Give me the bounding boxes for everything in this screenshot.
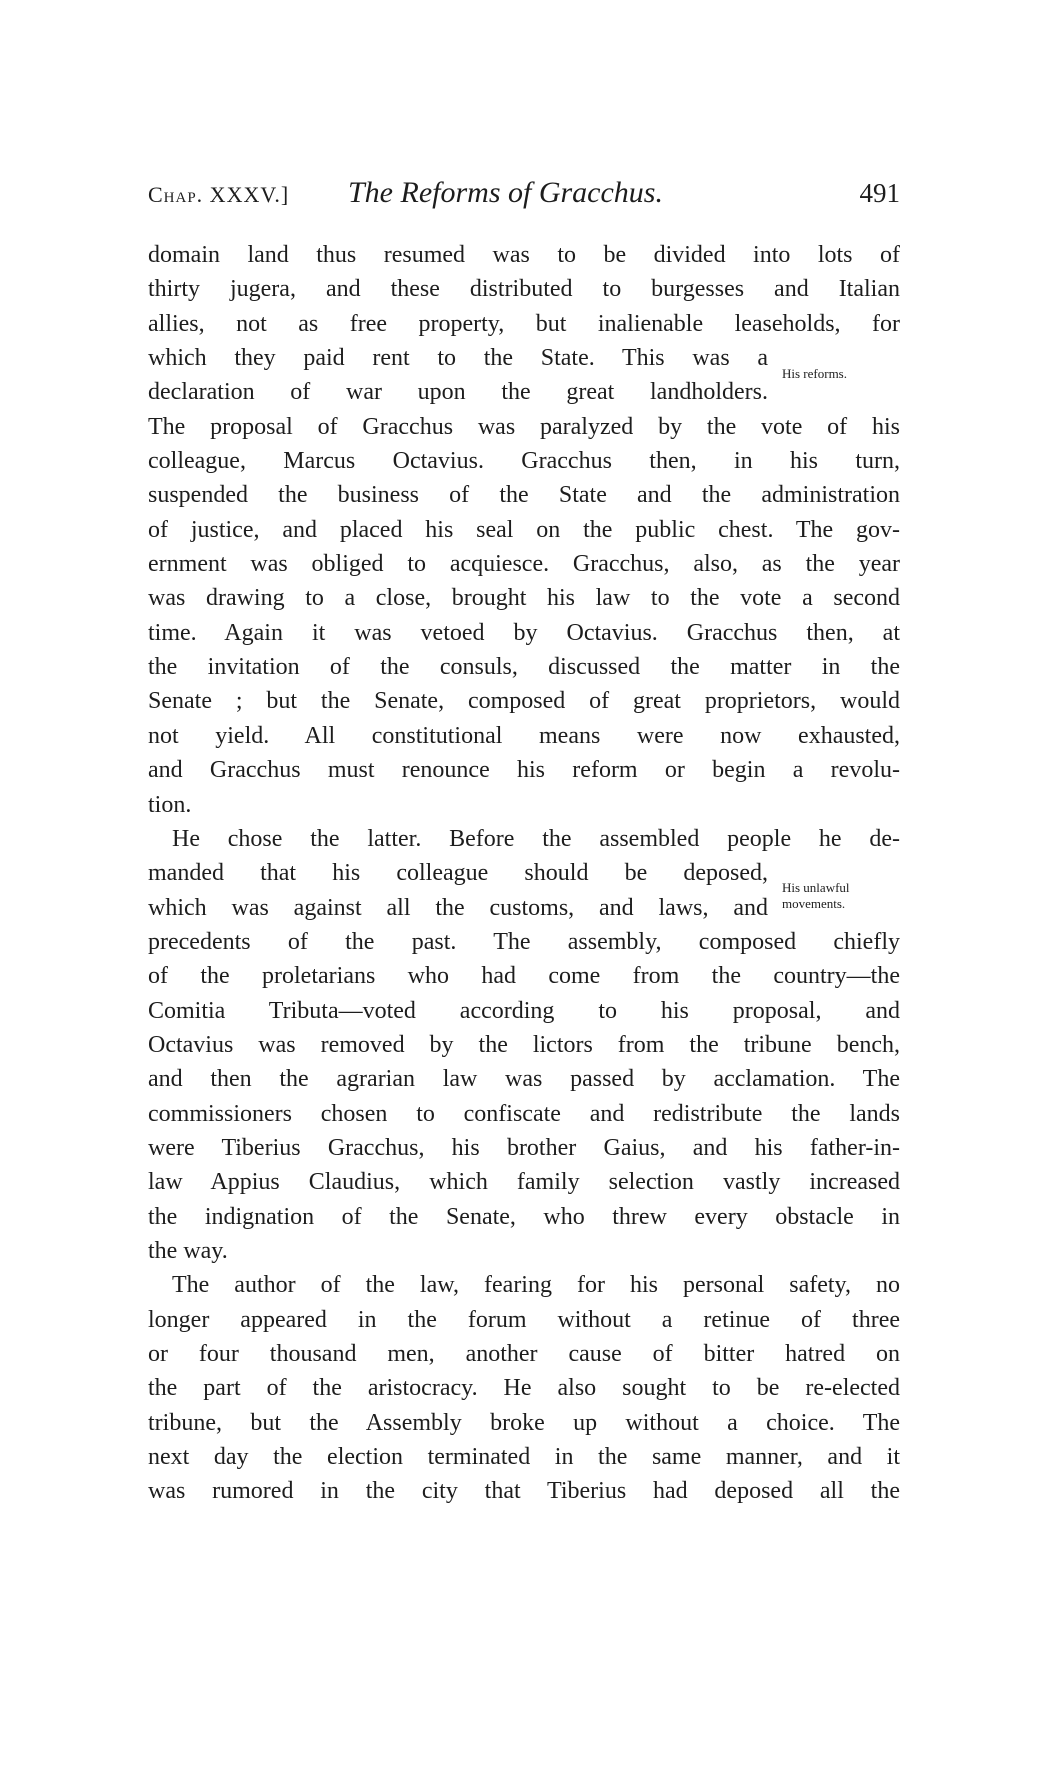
text-line: next day the election terminated in the same manner, and it (148, 1444, 900, 1471)
text-line: the part of the aristocracy. He also sought to be re-elected (148, 1375, 900, 1402)
text-line: suspended the business of the State and the administration (148, 482, 900, 509)
text-line: thirty jugera, and these distributed to burgesses and Italian (148, 276, 900, 303)
text-line: time. Again it was vetoed by Octavius. Gracchus then, at (148, 619, 900, 646)
running-head (148, 176, 900, 216)
text-line: tion. (148, 791, 192, 818)
text-line: the invitation of the consuls, discussed the matter in the (148, 654, 900, 681)
text-line: The proposal of Gracchus was paralyzed by the vote of his (148, 413, 900, 440)
text-line: commissioners chosen to confiscate and redistribute the lands (148, 1100, 900, 1127)
text-line: was rumored in the city that Tiberius had deposed all the (148, 1478, 900, 1505)
text-line: manded that his colleague should be deposed, (148, 860, 768, 887)
text-line: was drawing to a close, brought his law to the vote a second (148, 585, 900, 612)
text-line: allies, not as free property, but inalienable leaseholds, for (148, 310, 900, 337)
paragraph-2 (148, 822, 900, 1268)
paragraph-1 (148, 238, 900, 822)
sidenote-reforms: His reforms. (782, 366, 847, 381)
running-title: The Reforms of Gracchus. (348, 176, 663, 209)
sidenote-unlawful-line-1: His unlawful (782, 880, 850, 895)
body-text (148, 238, 900, 1509)
text-line: and Gracchus must renounce his reform or begin a revolu- (148, 757, 900, 784)
page-number: 491 (859, 178, 900, 208)
text-line: Comitia Tributa—voted according to his proposal, and (148, 997, 900, 1024)
text-line: longer appeared in the forum without a retinue of three (148, 1306, 900, 1333)
text-line: ernment was obliged to acquiesce. Gracchus, also, as the year (148, 551, 900, 578)
text-line: The author of the law, fearing for his personal safety, no (172, 1272, 900, 1299)
text-line: which they paid rent to the State. This was a (148, 345, 768, 372)
text-line: of justice, and placed his seal on the public chest. The gov- (148, 516, 900, 543)
text-line: law Appius Claudius, which family selection vastly increased (148, 1169, 900, 1196)
text-line: tribune, but the Assembly broke up without a choice. The (148, 1409, 900, 1436)
text-line: not yield. All constitutional means were now exhausted, (148, 722, 900, 749)
text-line: He chose the latter. Before the assembled people he de- (172, 825, 900, 852)
text-line: and then the agrarian law was passed by acclamation. The (148, 1066, 900, 1093)
text-line: Senate ; but the Senate, composed of great proprietors, would (148, 688, 900, 715)
text-line: domain land thus resumed was to be divided into lots of (148, 242, 900, 268)
text-line: the way. (148, 1237, 228, 1264)
sidenote-unlawful-line-2: movements. (782, 896, 846, 911)
text-line: declaration of war upon the great landholders. (148, 379, 768, 406)
chapter-label: Chap. XXXV.] (148, 182, 290, 207)
text-line: which was against all the customs, and laws, and (148, 894, 768, 921)
text-line: colleague, Marcus Octavius. Gracchus then, in his turn, (148, 448, 900, 475)
text-line: were Tiberius Gracchus, his brother Gaius, and his father-in- (148, 1134, 900, 1161)
text-line: or four thousand men, another cause of bitter hatred on (148, 1341, 900, 1367)
text-line: precedents of the past. The assembly, composed chiefly (148, 928, 900, 955)
paragraph-3 (148, 1268, 900, 1508)
text-line: Octavius was removed by the lictors from the tribune bench, (148, 1031, 900, 1058)
text-line: of the proletarians who had come from the country—the (148, 963, 900, 990)
text-line: the indignation of the Senate, who threw every obstacle in (148, 1203, 900, 1230)
